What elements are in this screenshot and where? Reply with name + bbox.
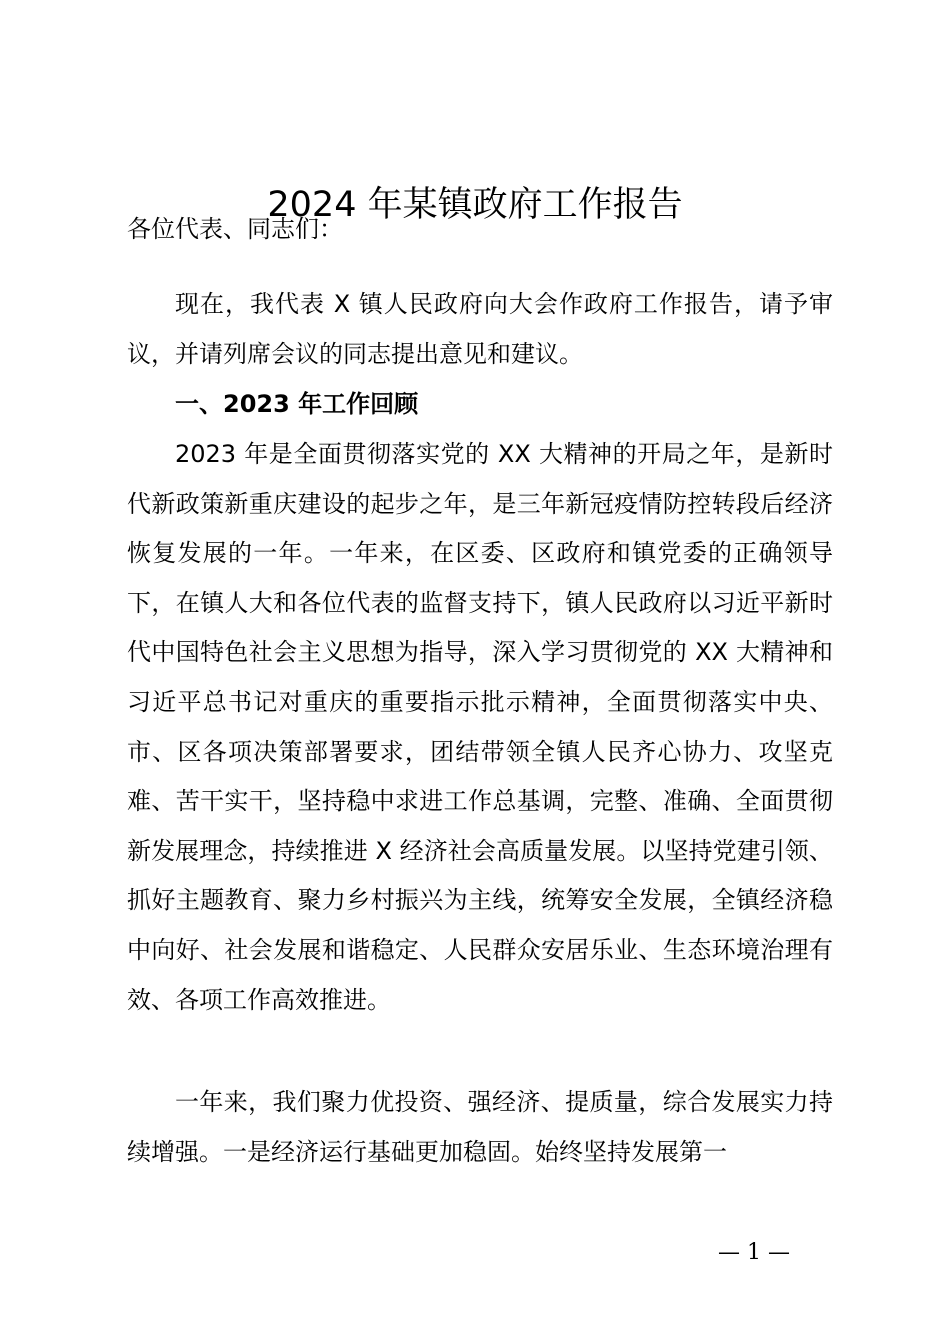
achievement-paragraph: 一年来，我们聚力优投资、强经济、提质量，综合发展实力持续增强。一是经济运行基础更加稳固。始终坚持发展第一 [127,1088,833,1166]
salutation: 各位代表、同志们： [127,215,343,243]
section-heading: 一、2023 年工作回顾 [175,390,419,418]
document-title: 2024 年某镇政府工作报告 [267,185,683,225]
page-number: — 1 — [718,1240,790,1265]
review-paragraph: 2023 年是全面贯彻落实党的 XX 大精神的开局之年，是新时代新政策新重庆建设的起步之年，是三年新冠疫情防控转段后经济恢复发展的一年。一年来，在区委、区政府和镇党委的正确领导下，在镇人大和各位代表的监督支持下，镇人民政府以习近平新时代中国特色社会主义思想为指导，深入学习贯彻党的 XX 大精神和习近平总书记对重庆的重要指示批示精神，全面贯彻落实中央、市、区各项决策部署要求，团结带领全镇人民齐心协力、攻坚克难、苦干实干，坚持稳中求进工作总基调，完整、准确、全面贯彻新发展理念，持续推进 X 经济社会高质量发展。以坚持党建引领、抓好主题教育、聚力乡村振兴为主线，统筹安全发展，全镇经济稳中向好、社会发展和谐稳定、人民群众安居乐业、生态环境治理有效、各项工作高效推进。 [127,440,833,1014]
intro-paragraph: 现在，我代表 X 镇人民政府向大会作政府工作报告，请予审议，并请列席会议的同志提出意见和建议。 [127,290,833,368]
